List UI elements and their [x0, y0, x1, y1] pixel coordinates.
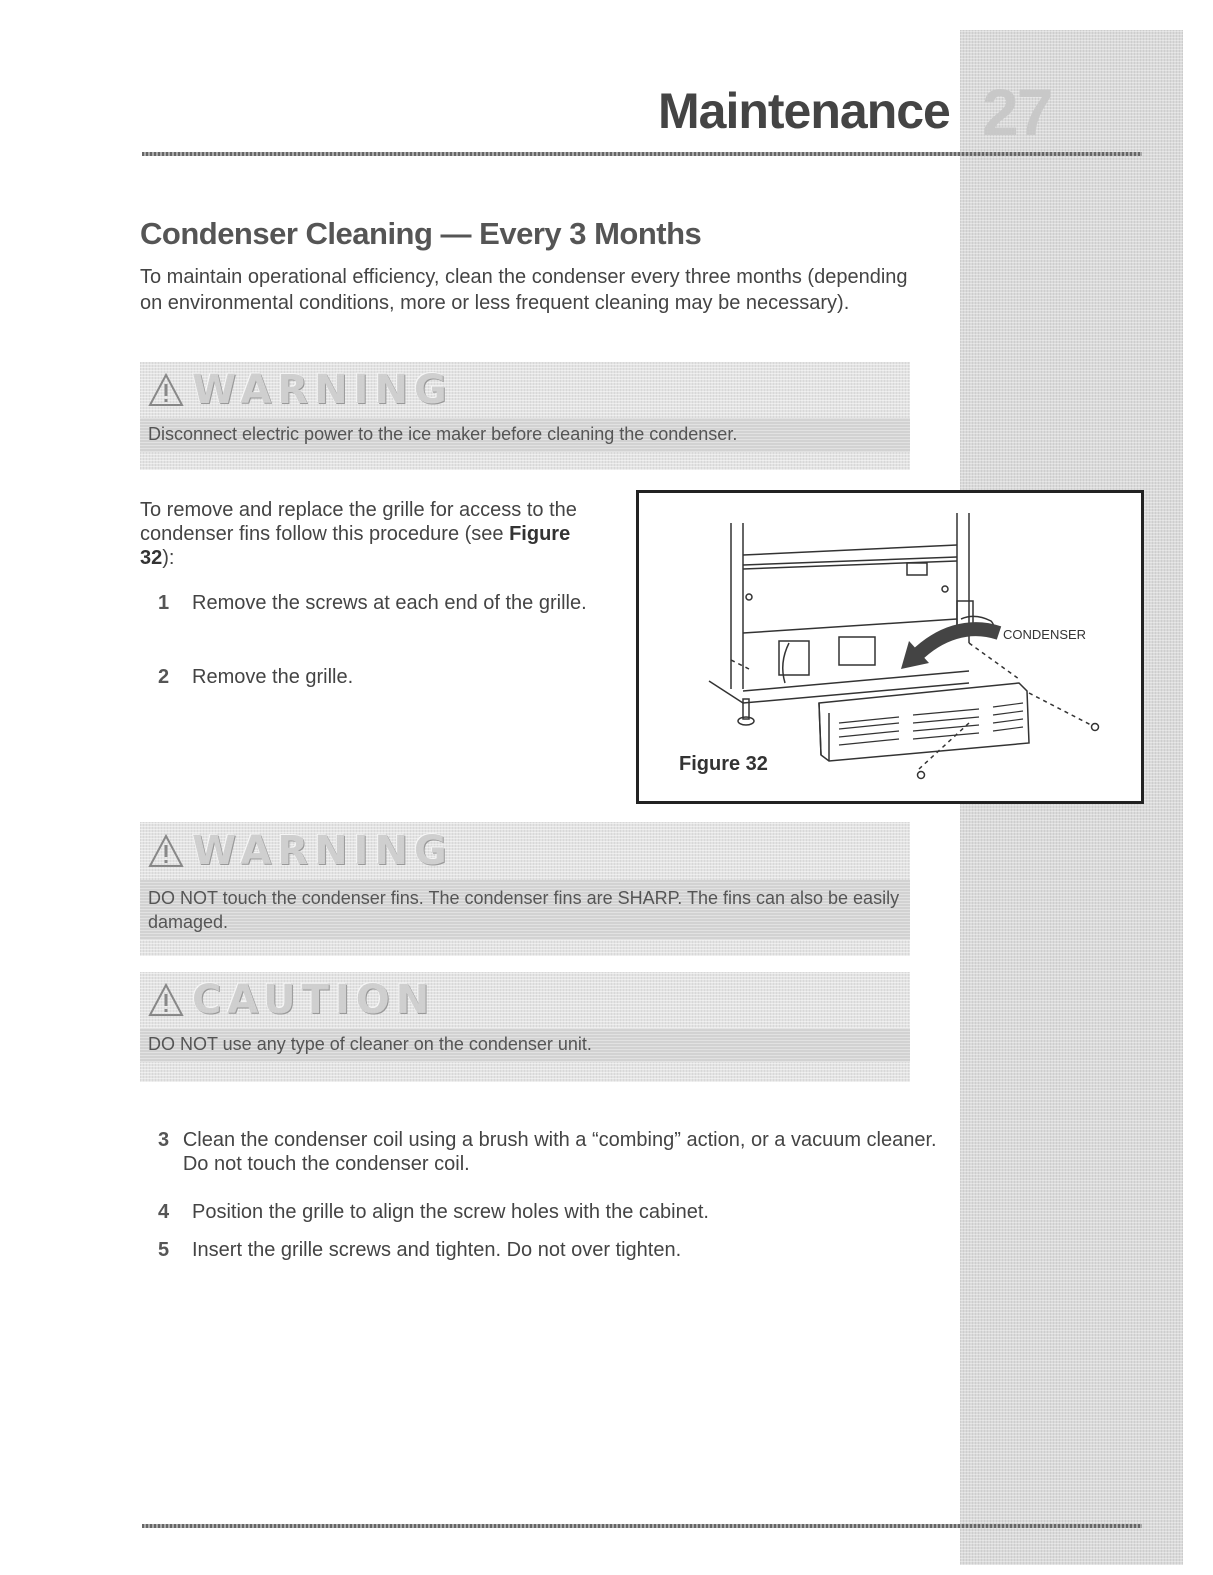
figure-32 — [636, 490, 1144, 804]
step-1 — [158, 591, 588, 615]
procedure-intro-text: To remove and replace the grille for access to the condenser fins follow this procedure (see — [140, 499, 577, 545]
condenser-label: CONDENSER — [1003, 627, 1087, 642]
warning-triangle-icon — [148, 834, 184, 868]
procedure-intro — [140, 498, 600, 570]
warning-label: WARNING — [192, 828, 453, 874]
caution-header — [140, 972, 910, 1028]
step-number: 1 — [158, 592, 170, 614]
warning-label: WARNING — [192, 367, 453, 413]
warning-triangle-icon — [148, 983, 184, 1017]
figure-reference: Figure 32 — [140, 523, 571, 569]
step-5 — [158, 1238, 948, 1262]
step-text: Position the grille to align the screw holes with the cabinet. — [192, 1201, 709, 1223]
warning-box-power — [140, 362, 910, 470]
step-number: 5 — [158, 1239, 170, 1261]
warning-text: Disconnect electric power to the ice maker before cleaning the condenser. — [140, 418, 910, 452]
step-text: Insert the grille screws and tighten. Do not over tighten. — [192, 1239, 682, 1261]
warning-header — [140, 362, 910, 418]
step-text: Clean the condenser coil using a brush with a “combing” action, or a vacuum cleaner. Do not touch the condenser coil. — [182, 1129, 937, 1175]
step-number: 4 — [158, 1201, 170, 1223]
warning-header — [140, 822, 910, 880]
warning-box-fins — [140, 822, 910, 956]
warning-triangle-icon — [148, 373, 184, 407]
bottom-rule — [142, 1524, 1142, 1528]
section-title: Condenser Cleaning — Every 3 Months — [140, 216, 702, 251]
procedure-intro-end: ): — [162, 547, 175, 569]
step-number: 3 — [158, 1129, 170, 1151]
page-number: 27 — [982, 75, 1052, 149]
caution-text: DO NOT use any type of cleaner on the condenser unit. — [140, 1028, 910, 1062]
step-text: Remove the grille. — [192, 666, 354, 688]
intro-paragraph: To maintain operational efficiency, clean the condenser every three months (depending on environmental conditions, more or less frequent cleaning may be necessary). — [140, 266, 908, 314]
top-rule — [142, 152, 1142, 156]
step-2 — [158, 665, 588, 689]
step-4 — [158, 1200, 948, 1224]
warning-text: DO NOT touch the condenser fins. The condenser fins are SHARP. The fins can also be easily damaged. — [140, 880, 910, 940]
caution-label: CAUTION — [192, 977, 436, 1023]
figure-caption: Figure 32 — [679, 753, 768, 775]
step-3 — [158, 1128, 948, 1176]
caution-box-cleaner — [140, 972, 910, 1082]
step-number: 2 — [158, 666, 170, 688]
step-text: Remove the screws at each end of the grille. — [192, 592, 587, 614]
page-title: Maintenance — [658, 83, 950, 139]
